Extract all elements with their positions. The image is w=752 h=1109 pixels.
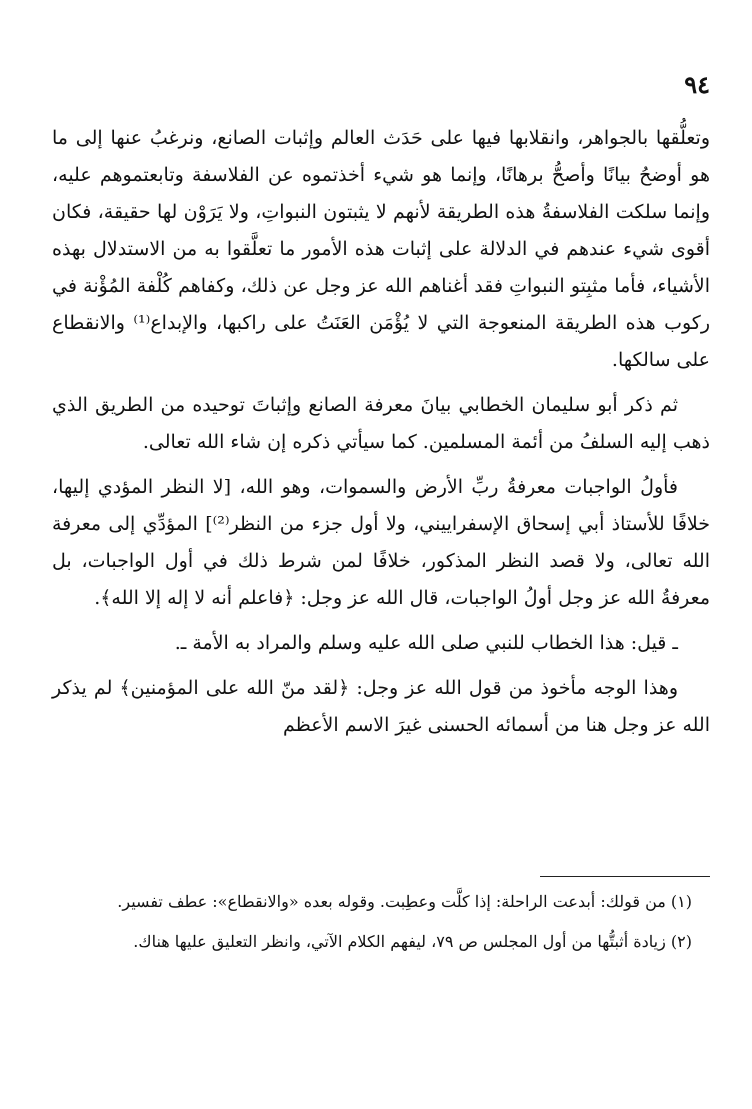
paragraph-2: ثم ذكر أبو سليمان الخطابي بيانَ معرفة الصانع وإثباتَ توحيده من الطريق الذي ذهب إليه السلفُ من أئمة المسلمين. كما سيأتي ذكره إن شاء الله تعالى. [52,394,710,453]
footnote-1: (١) من قولك: أبدعت الراحلة: إذا كلَّت وعطِبت. وقوله بعده «والانقطاع»: عطف تفسير. [117,892,692,911]
footnote-divider [540,876,710,877]
paragraph-5: وهذا الوجه مأخوذ من قول الله عز وجل: ﴿لقد منّ الله على المؤمنين﴾ لم يذكر الله عز وجل هنا من أسمائه الحسنى غيرَ الاسم الأعظم [52,677,710,736]
main-text [52,120,710,752]
page-number: ٩٤ [684,70,710,99]
footnote-2: (٢) زيادة أثبتُّها من أول المجلس ص ٧٩، ليفهم الكلام الآتي، وانظر التعليق عليها هناك. [133,932,692,951]
paragraph-4: ـ قيل: هذا الخطاب للنبي صلى الله عليه وسلم والمراد به الأمة ـ. [174,632,678,654]
paragraph-1: وتعلُّقها بالجواهر، وانقلابها فيها على حَدَث العالم وإثبات الصانع، ونرغبُ عنها إلى ما هو أوضحُ بيانًا وأصحُّ برهانًا، وإنما هو شيء أخذتموه عن الفلاسفة وتابعتموهم عليه، وإنما سلكت الفلاسفةُ هذه الطريقة لأنهم لا يثبتون النبواتِ، ولا يَرَوْن لها حقيقة، فكان أقوى شيء عندهم في الدلالة على إثبات هذه الأمور ما تعلَّقوا به من الاستدلال بهذه الأشياء، فأما مثبِتو النبواتِ فقد أغناهم الله عز وجل عن ذلك، وكفاهم كُلْفة المُؤْنة في ركوب هذه الطريقة المنعوجة التي لا يُؤْمَن العَنَتُ على راكبها، والإبداع⁽¹⁾ والانقطاع على سالكها. [52,127,710,371]
paragraph-3: فأولُ الواجبات معرفةُ ربِّ الأرض والسموات، وهو الله، [لا النظر المؤدي إليها، خلافًا للأستاذ أبي إسحاق الإسفراييني، ولا أول جزء من النظر⁽²⁾] المؤدِّي إلى معرفة الله تعالى، ولا قصد النظر المذكور، خلافًا لمن شرط ذلك في أول الواجبات، بل معرفةُ الله عز وجل أولُ الواجبات، قال الله عز وجل: ﴿فاعلم أنه لا إله إلا الله﴾. [52,476,710,609]
footnotes [52,885,710,965]
book-page [52,70,710,1080]
